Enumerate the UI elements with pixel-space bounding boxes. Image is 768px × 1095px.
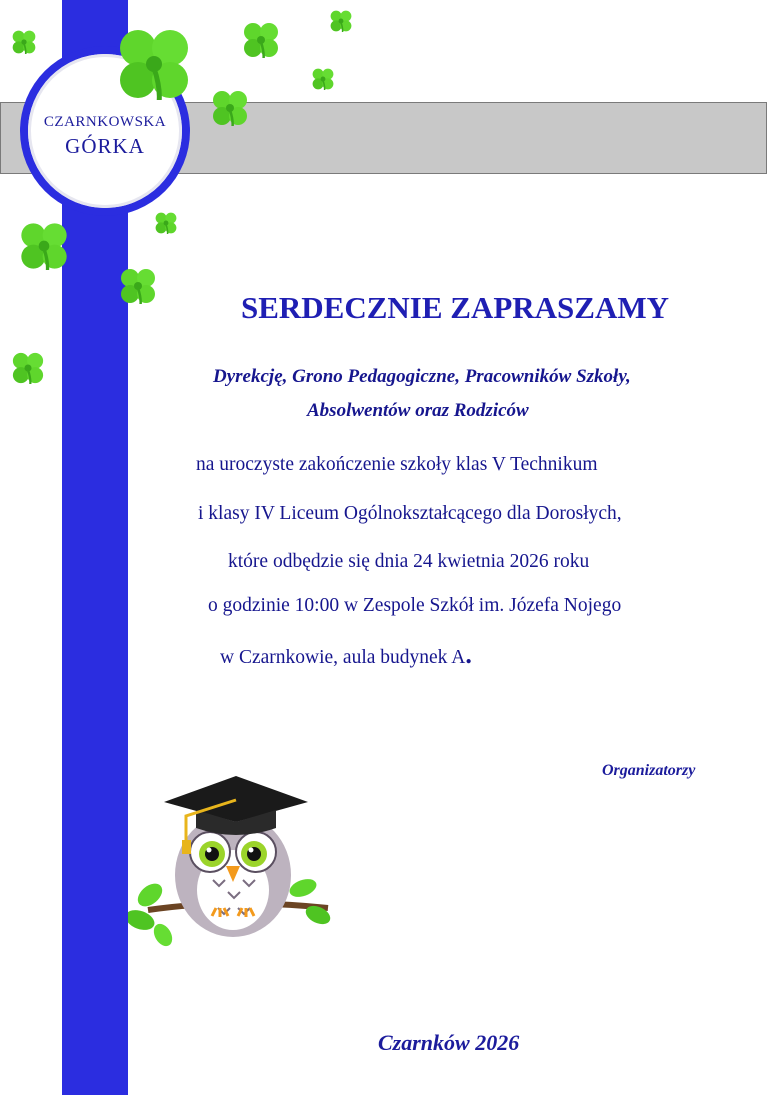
clover-icon [12,30,36,54]
body-line-2: i klasy IV Liceum Ogólnokształcącego dla Dorosłych, [198,503,622,524]
clover-icon [243,22,279,58]
signature-organizers: Organizatorzy [602,762,696,779]
clover-icon [155,212,177,234]
addressees-line-2: Absolwentów oraz Rodziców [307,400,529,421]
body-line-5-text: w Czarnkowie, aula budynek A [220,647,466,668]
clover-icon [212,90,248,126]
clover-icon [120,268,156,304]
body-line-4: o godzinie 10:00 w Zespole Szkół im. Józefa Nojego [208,595,622,616]
clover-icon [330,10,352,32]
place-and-year: Czarnków 2026 [378,1030,520,1055]
logo-line-1: CZARNKOWSKA [43,114,167,130]
body-line-1: na uroczyste zakończenie szkoły klas V Technikum [196,454,598,475]
clover-icon [20,222,68,270]
clover-icon [312,68,334,90]
body-line-3: które odbędzie się dnia 24 kwietnia 2026 roku [228,551,590,572]
clover-icon [12,352,44,384]
owl-graduation-icon [128,770,338,965]
invitation-title: SERDECZNIE ZAPRASZAMY [240,290,670,325]
clover-icon [118,28,190,100]
logo-line-2: GÓRKA [65,134,145,158]
body-line-5 [220,640,472,670]
addressees-line-1: Dyrekcję, Grono Pedagogiczne, Pracowników Szkoły, [213,366,631,387]
final-period: . [465,640,472,669]
